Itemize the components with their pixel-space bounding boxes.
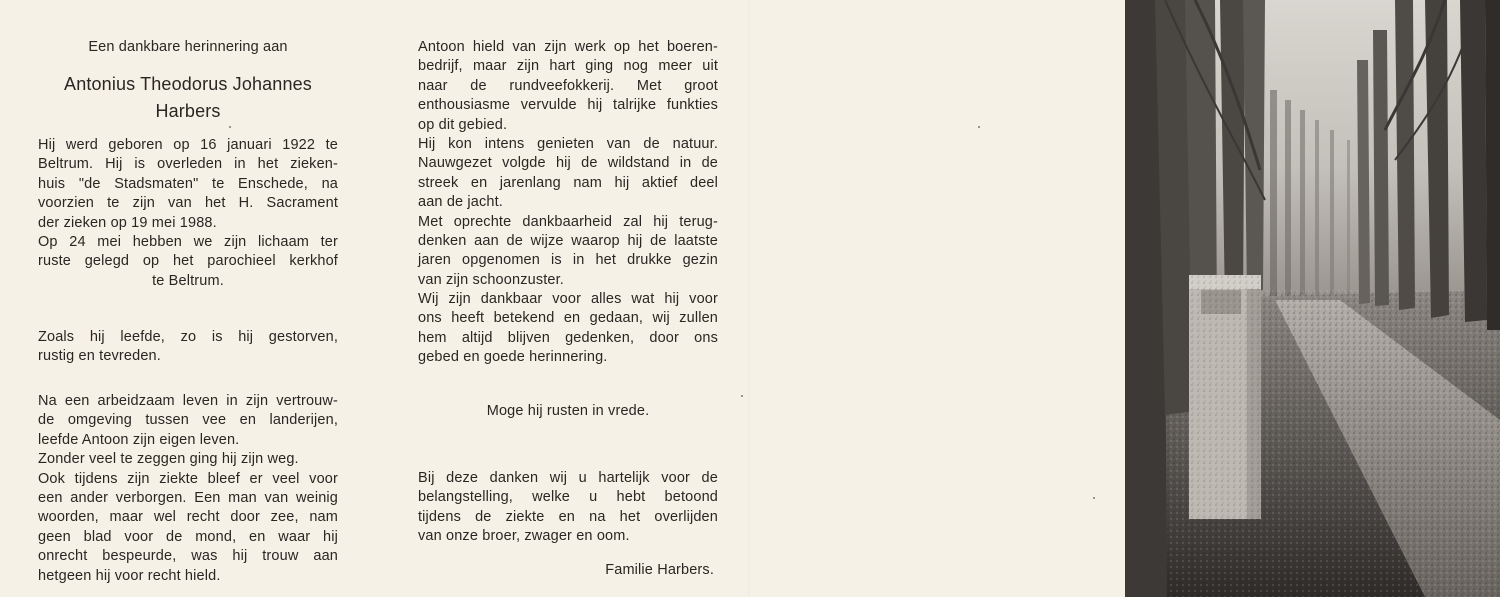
text-line: rustig en tevreden.	[38, 348, 161, 365]
text-line: hetgeen hij voor recht hield.	[38, 567, 221, 584]
closing-blessing: Moge hij rusten in vrede.	[486, 403, 650, 419]
text-line: leefde Antoon zijn eigen leven.	[38, 431, 240, 448]
text-line: gebed en goede herinnering.	[418, 349, 608, 366]
text-line: Antoon hield van zijn werk op het boeren-	[418, 39, 718, 55]
family-signature: Familie Harbers.	[605, 562, 714, 578]
tree-lined-avenue-photo	[1125, 0, 1500, 597]
text-line: der zieken op 19 mei 1988.	[38, 214, 217, 231]
text-line: Nauwgezet volgde hij de wildstand in de	[418, 155, 718, 172]
text-line: aan de jacht.	[418, 194, 503, 211]
text-line: huis "de Stadsmaten" te Enschede, na	[38, 175, 338, 192]
paper-speck	[1093, 497, 1095, 499]
text-line: belangstelling, welke u hebt betoond	[418, 489, 718, 506]
text-line: Hij kon intens genieten van de natuur.	[418, 135, 718, 152]
photo-graphic	[1125, 0, 1500, 597]
deceased-name-line-1: Antonius Theodorus Johannes	[64, 74, 312, 94]
text-line: naar de rundveefokkerij. Met groot	[418, 77, 718, 94]
text-line: Wij zijn dankbaar voor alles wat hij voor	[418, 291, 718, 308]
text-line: van zijn schoonzuster.	[418, 271, 564, 288]
text-line: een ander verborgen. Een man van weinig	[38, 489, 338, 506]
text-line: onrecht bespeurde, was hij trouw aan	[38, 548, 338, 565]
text-line: enthousiasme vervulde hij talrijke funkties	[418, 97, 718, 114]
life-paragraph	[38, 392, 338, 586]
quote-paragraph	[38, 328, 338, 367]
photo-stone-marker	[1189, 275, 1261, 519]
text-line: de omgeving tussen vee en landerijen,	[38, 412, 338, 429]
text-line: jaren opgenomen is in het drukke gezin	[418, 252, 718, 269]
text-line: bedrijf, maar zijn hart ging nog meer uit	[418, 58, 718, 75]
paper-speck	[741, 395, 743, 397]
card-fold	[748, 0, 750, 597]
paper-speck	[978, 126, 980, 128]
text-line: geen blad voor de mond, en waar hij	[38, 528, 338, 545]
text-line: van onze broer, zwager en oom.	[418, 528, 630, 545]
text-line: Zoals hij leefde, zo is hij gestorven,	[38, 329, 338, 345]
tribute-paragraph	[418, 38, 718, 368]
text-line: Bij deze danken wij u hartelijk voor de	[418, 470, 718, 486]
text-line: woorden, maar wel recht door zee, nam	[38, 509, 338, 526]
paper-speck	[229, 126, 231, 128]
text-line: op dit gebied.	[418, 116, 508, 133]
intro-text: Een dankbare herinnering aan	[88, 39, 288, 55]
text-line: streek en jarenlang nam hij aktief deel	[418, 174, 718, 191]
text-line: Na een arbeidzaam leven in zijn vertrouw-	[38, 393, 338, 409]
text-line: Zonder veel te zeggen ging hij zijn weg.	[38, 451, 299, 468]
text-line: Met oprechte dankbaarheid zal hij terug-	[418, 213, 718, 230]
text-line: denken aan de wijze waarop hij de laatste	[418, 232, 718, 249]
text-line: Beltrum. Hij is overleden in het zieken-	[38, 156, 338, 173]
text-line: ons heeft betekend en gedaan, wij zullen	[418, 310, 718, 327]
text-line: ruste gelegd op het parochieel kerkhof	[38, 253, 338, 270]
birth-death-paragraph	[38, 136, 338, 291]
text-line: voorzien te zijn van het H. Sacrament	[38, 195, 338, 212]
text-line: tijdens de ziekte en na het overlijden	[418, 508, 718, 525]
thanks-paragraph	[418, 469, 718, 547]
text-line: te Beltrum.	[152, 272, 224, 289]
text-line: hem altijd blijven gedenken, door ons	[418, 329, 718, 346]
deceased-name-line-2: Harbers	[155, 101, 221, 121]
text-line: Hij werd geboren op 16 januari 1922 te	[38, 137, 338, 153]
text-line: Op 24 mei hebben we zijn lichaam ter	[38, 233, 338, 250]
text-line: Ook tijdens zijn ziekte bleef er veel voor	[38, 470, 338, 487]
